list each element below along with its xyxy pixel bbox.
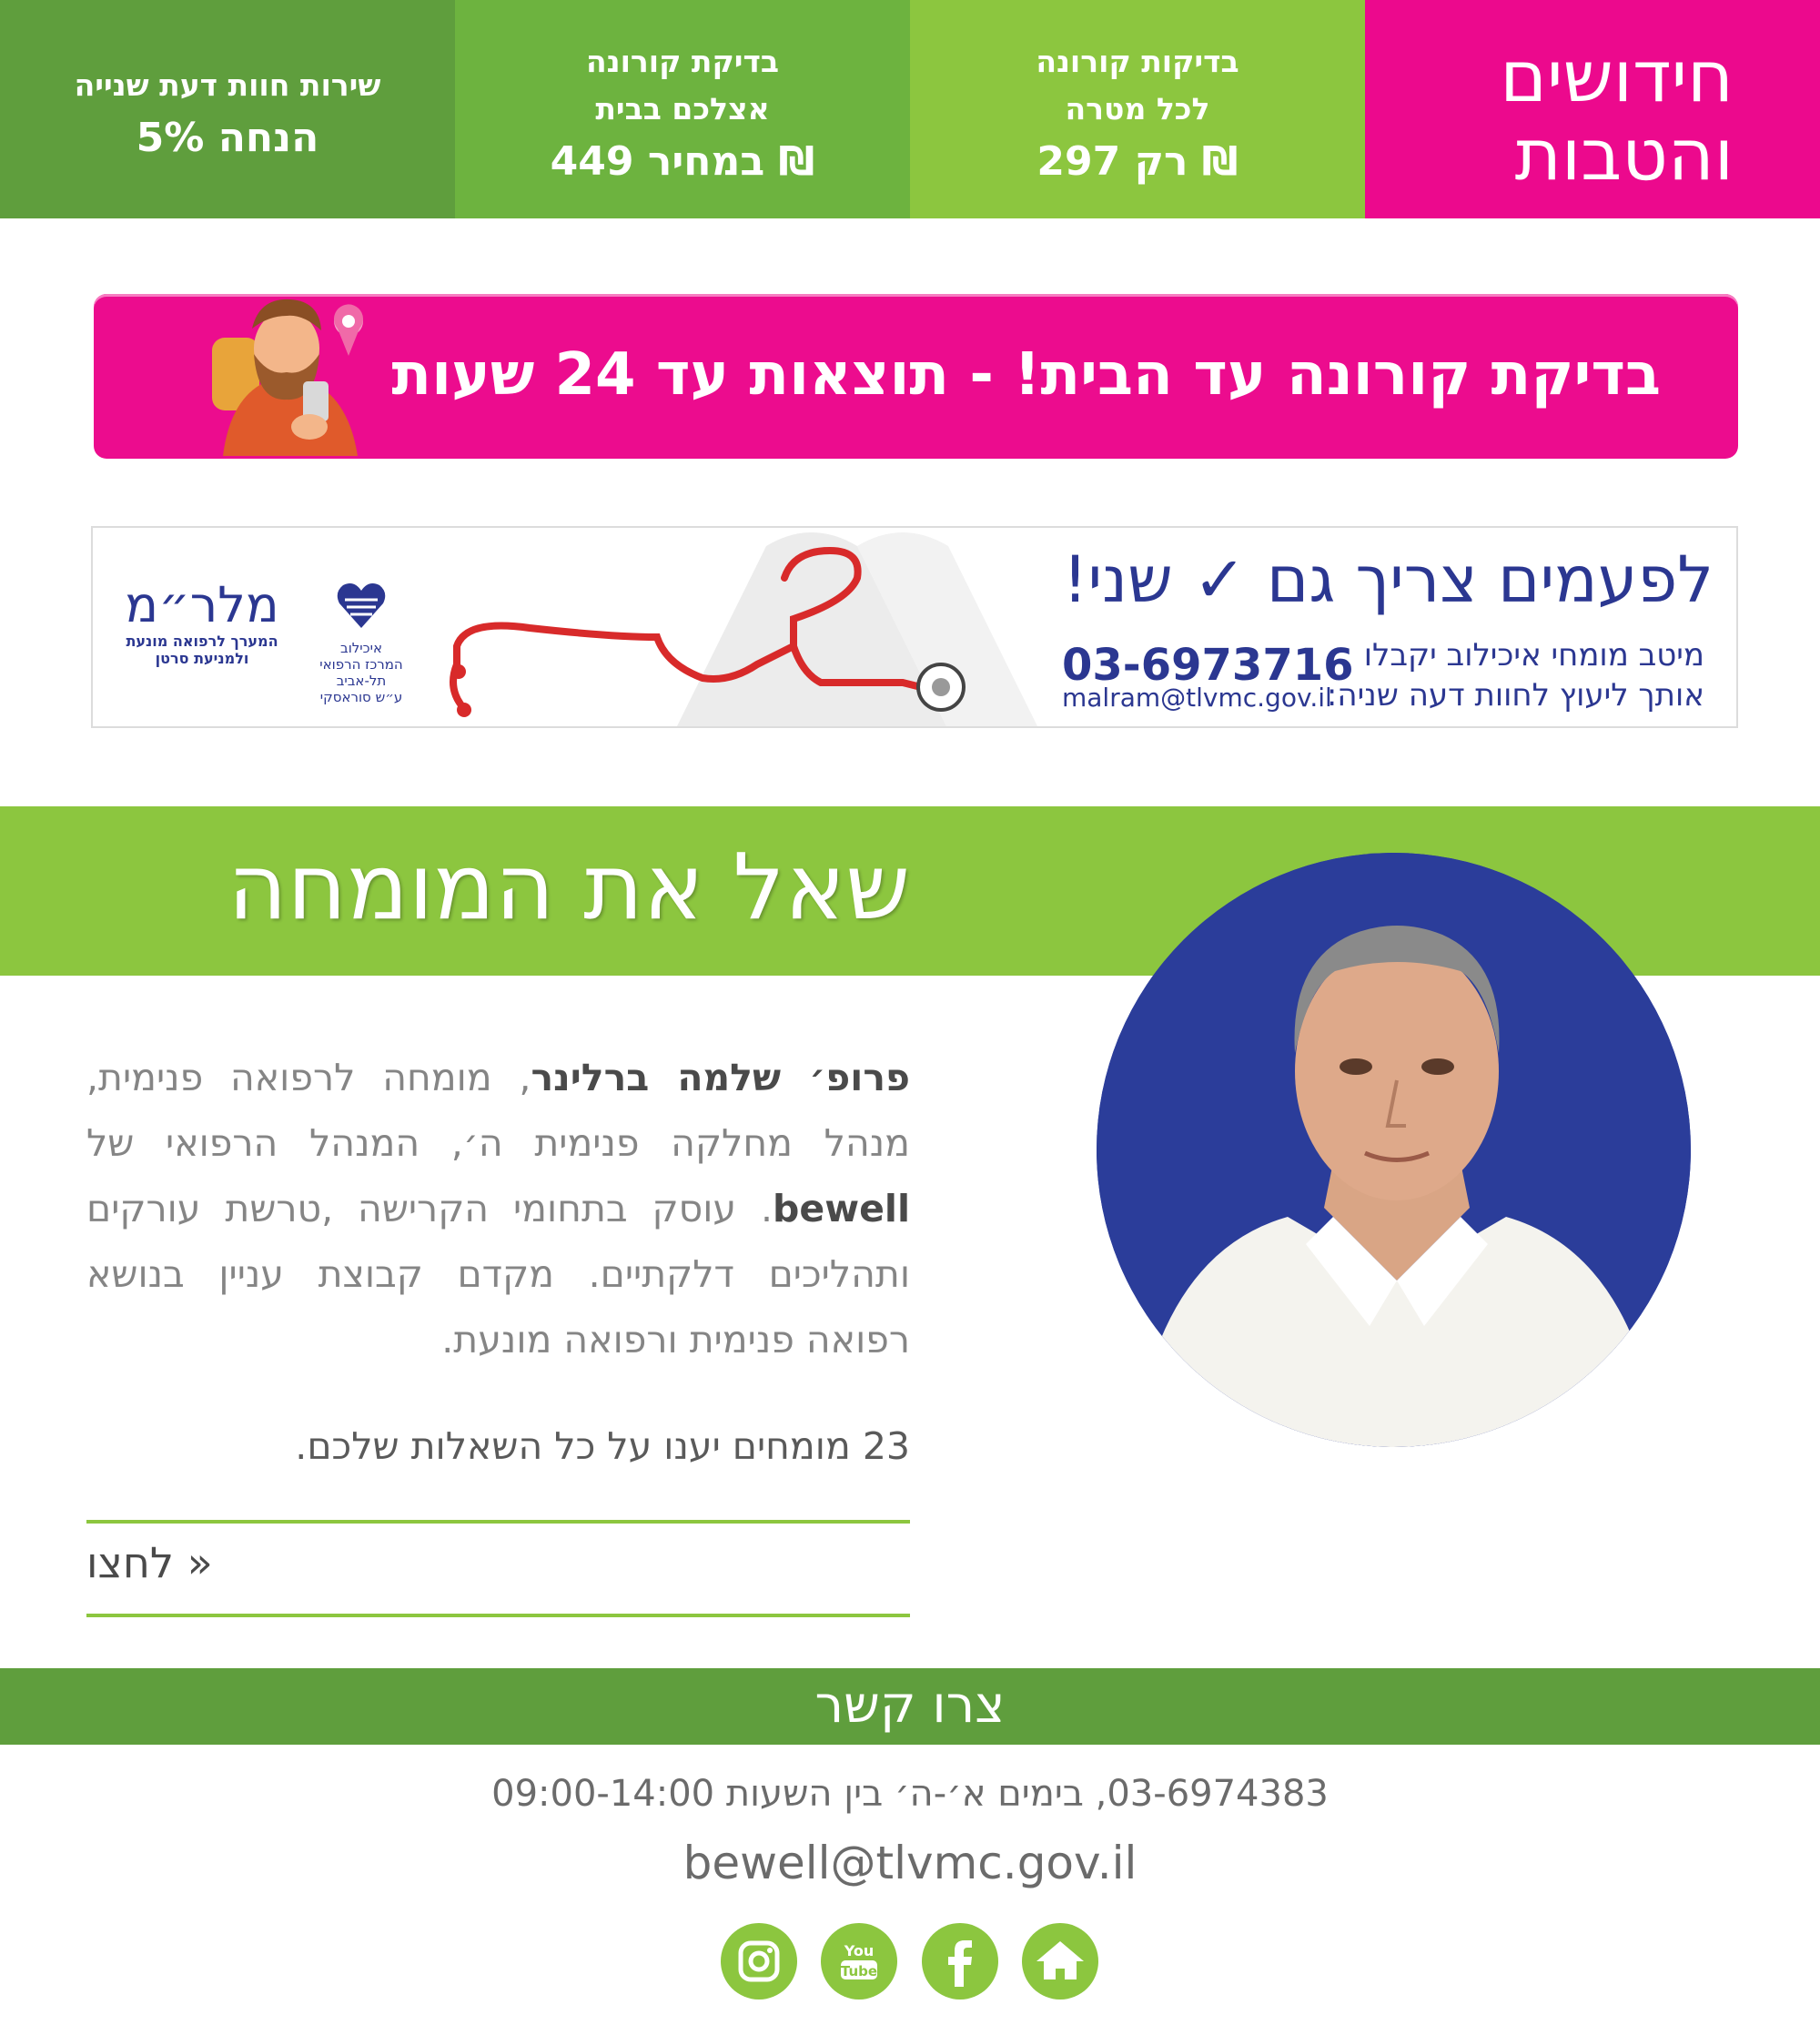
- instagram-icon: [721, 1923, 797, 2000]
- malram-logo: [106, 578, 298, 667]
- facebook-button[interactable]: [922, 1923, 998, 2000]
- corona-home-test-banner[interactable]: [94, 294, 1738, 459]
- contact-email-link[interactable]: bewell@tlvmc.gov.il: [682, 1837, 1138, 1889]
- expert-bio: [86, 1045, 910, 1372]
- contact-title: צרו קשר: [814, 1676, 1006, 1735]
- experts-count-text: 23 מומחים יענו על כל השאלות שלכם.: [295, 1424, 910, 1468]
- tile-corona-home-line2: אצלכם בבית: [595, 91, 770, 127]
- tile-second-opinion-title: שירות חוות דעת שנייה: [74, 67, 381, 103]
- expert-name: פרופ׳ שלמה ברלינר: [531, 1056, 910, 1099]
- tile-news-benefits: [1365, 0, 1820, 218]
- divider-bottom: [86, 1614, 910, 1617]
- ad-email: malram@tlvmc.gov.il: [1062, 683, 1332, 713]
- tile-corona-home-line1: בדיקת קורונה: [585, 44, 780, 79]
- tile-corona-home-price: במחיר 449 ₪: [550, 138, 815, 185]
- traveler-illustration: [196, 274, 378, 456]
- ad-subtitle-line1: מיטב מומחי איכילוב יקבלו: [1363, 637, 1704, 673]
- ad-subtitle-line2: אותך ליעוץ לחוות דעה שניה:: [1326, 677, 1704, 714]
- ichilov-name-text: איכילוב: [340, 640, 382, 656]
- corona-banner-headline: בדיקת קורונה עד הבית! - תוצאות עד 24 שעות: [391, 341, 1661, 409]
- news-title-line2: והטבות: [1514, 115, 1734, 197]
- expert-bio-text-2: . עוסק בתחומי הקרישה ,טרשת עורקים ותהליכים דלקתיים. מקדם קבוצת עניין בנושא רפואה פנימית ורפואה מונעת.: [86, 1187, 910, 1362]
- ask-expert-title: שאל את המומחה: [228, 834, 910, 940]
- tile-second-opinion[interactable]: [0, 0, 455, 218]
- contact-phone-hours: 03-6974383, בימים א׳-ה׳ בין השעות 09:00-14:00: [491, 1773, 1329, 1815]
- contact-header: [0, 1668, 1820, 1745]
- youtube-label-tube: Tube: [840, 1963, 878, 1979]
- second-opinion-ad[interactable]: [91, 526, 1738, 728]
- tile-corona-tests-line1: בדיקות קורונה: [1036, 44, 1239, 79]
- malram-tagline-1: המערך לרפואה מונעת: [126, 633, 278, 650]
- malram-name: מלר״מ: [125, 576, 279, 633]
- ad-phone-number: 03-6973716: [1062, 640, 1354, 691]
- tile-second-opinion-discount: 5% הנחה: [136, 115, 319, 161]
- facebook-icon: [922, 1923, 998, 2000]
- bewell-brand: bewell: [773, 1187, 910, 1230]
- home-icon: [1022, 1923, 1098, 2000]
- expert-bio-text-1: , מומחה לרפואה פנימית, מנהל מחלקה פנימית ה׳, המנהל הרפואי של: [86, 1056, 910, 1165]
- tile-corona-home-test[interactable]: [455, 0, 910, 218]
- ichilov-logo: [302, 578, 420, 705]
- ichilov-subtitle: המרכז הרפואי תל-אביב: [319, 656, 403, 689]
- click-here-link[interactable]: לחצו »: [86, 1538, 213, 1587]
- home-button[interactable]: [1022, 1923, 1098, 2000]
- ichilov-subtitle-2: ע״ש סוראסקי: [319, 689, 403, 705]
- youtube-label-you: You: [844, 1942, 875, 1959]
- youtube-button[interactable]: [821, 1923, 897, 2000]
- stethoscope-illustration: [430, 528, 1121, 728]
- ichilov-heart-icon: [334, 578, 389, 633]
- expert-photo: [1097, 853, 1691, 1447]
- tile-corona-tests[interactable]: [910, 0, 1365, 218]
- tile-corona-tests-line2: לכל מטרה: [1065, 91, 1210, 127]
- expert-portrait-illustration: [1097, 853, 1691, 1447]
- youtube-icon: [821, 1923, 897, 2000]
- tile-corona-tests-price: רק 297 ₪: [1036, 138, 1239, 185]
- instagram-button[interactable]: [721, 1923, 797, 2000]
- ad-headline: לפעמים צריך גם ✓ שני!: [1062, 542, 1714, 617]
- divider-top: [86, 1520, 910, 1524]
- news-title-line1: חידושים: [1500, 36, 1734, 118]
- malram-tagline-2: ולמניעת סרטן: [155, 650, 249, 667]
